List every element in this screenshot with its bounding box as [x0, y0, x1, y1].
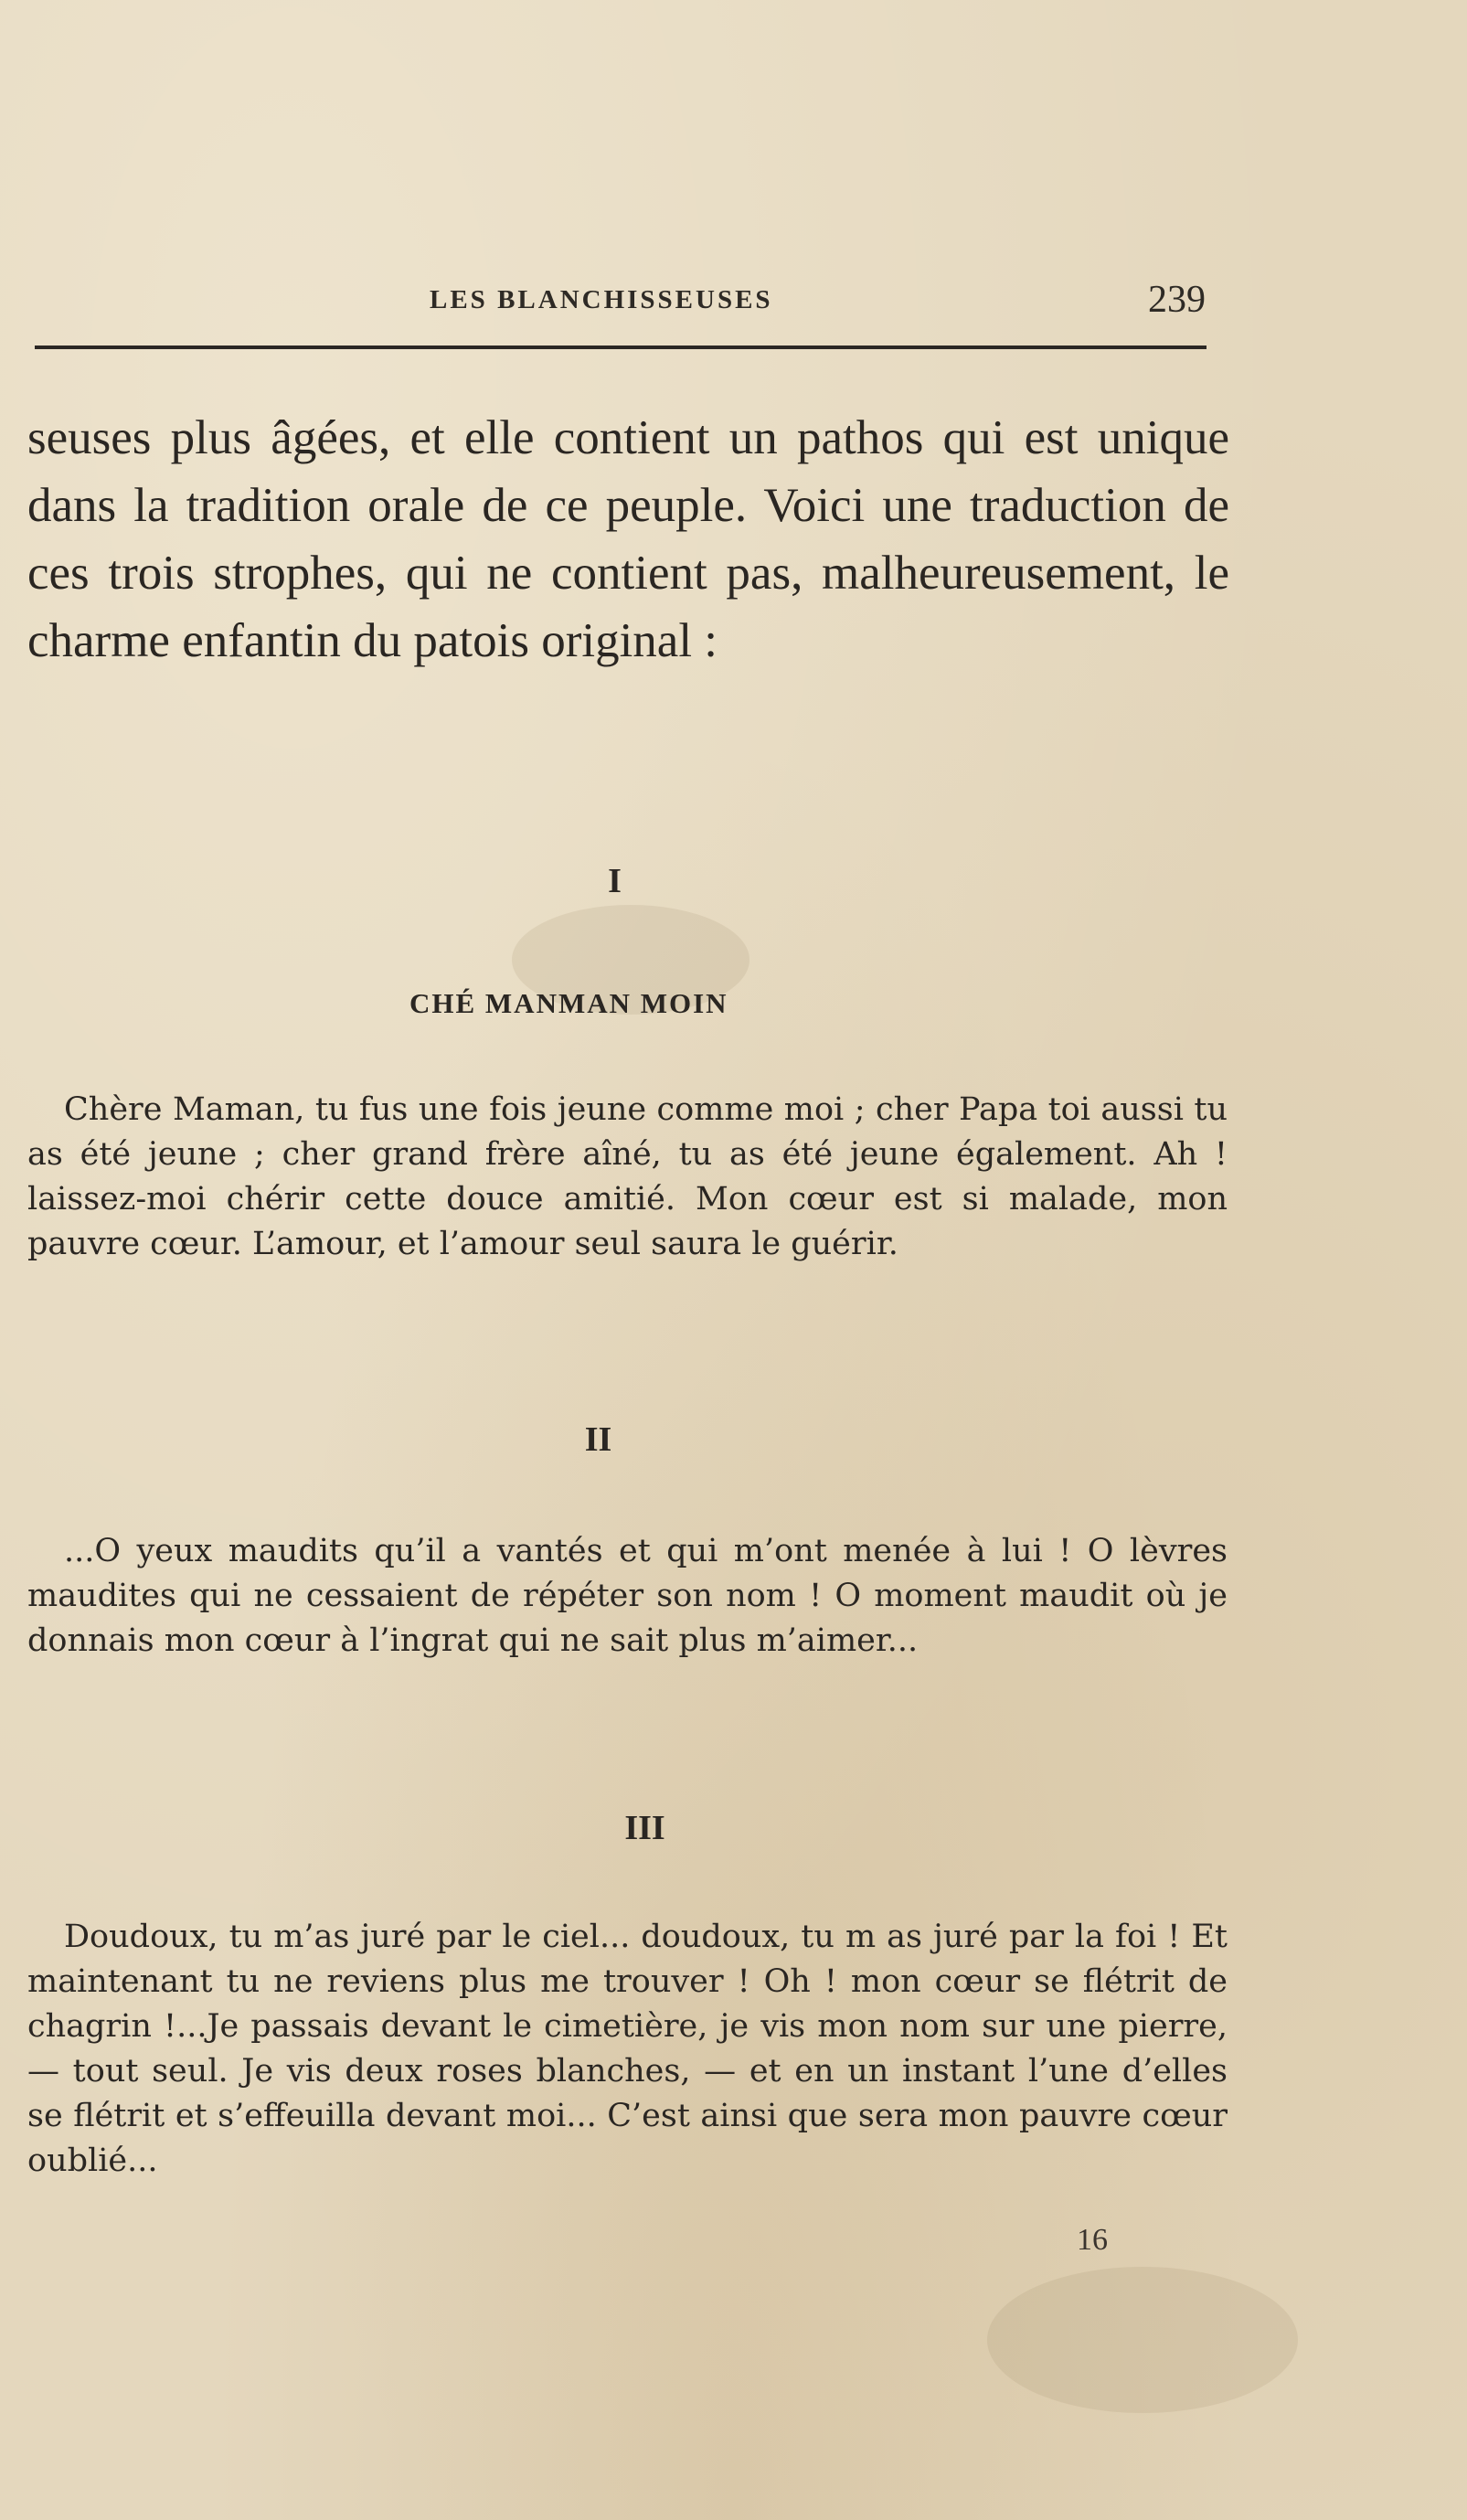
header-rule [35, 346, 1207, 349]
stanza-3 [27, 1915, 1228, 2184]
page-number: 239 [1148, 279, 1206, 321]
stanza-1 [27, 1088, 1228, 1267]
stanza-2-text: ...O yeux maudits qu’il a vantés et qui m’ont menée à lui ! O lèvres maudites qui ne cessaient de répéter son nom ! O moment maudit où je donnais mon cœur à l’ingrat qui ne sait plus m’aimer... [27, 1533, 1228, 1659]
section-numeral-3: III [624, 1809, 665, 1847]
stanza-1-text: Chère Maman, tu fus une fois jeune comme moi ; cher Papa toi aussi tu as été jeune ; cher grand frère aîné, tu as été jeune également. Ah ! laissez-moi chérir cette douce amitié. Mon cœur est si malade, mon pauvre cœur. L’amour, et l’amour seul saura le guérir. [27, 1091, 1228, 1262]
paper-stain [987, 2267, 1298, 2413]
printer-signature-mark: 16 [1077, 2223, 1108, 2257]
running-head: LES BLANCHISSEUSES [430, 285, 773, 314]
stanza-2 [27, 1529, 1228, 1664]
song-title: CHÉ MANMAN MOIN [409, 987, 728, 1019]
section-numeral-2: II [584, 1420, 612, 1459]
section-numeral-1: I [608, 862, 622, 900]
stanza-3-text: Doudoux, tu m’as juré par le ciel... doudoux, tu m as juré par la foi ! Et maintenant tu ne reviens plus me trouver ! Oh ! mon cœur se flétrit de chagrin !...Je passais devant le cimetière, je vis mon nom sur une pierre, — tout seul. Je vis deux roses blanches, — et en un instant l’une d’elles se flétrit et s’effeuilla devant moi... C’est ainsi que sera mon pauvre cœur oublié... [27, 1919, 1228, 2179]
intro-paragraph [27, 404, 1229, 675]
intro-text: seuses plus âgées, et elle contient un pathos qui est unique dans la tradition orale de ce peuple. Voici une traduction de ces trois strophes, qui ne contient pas, malheureusement, le charme enfantin du patois original : [27, 411, 1229, 667]
